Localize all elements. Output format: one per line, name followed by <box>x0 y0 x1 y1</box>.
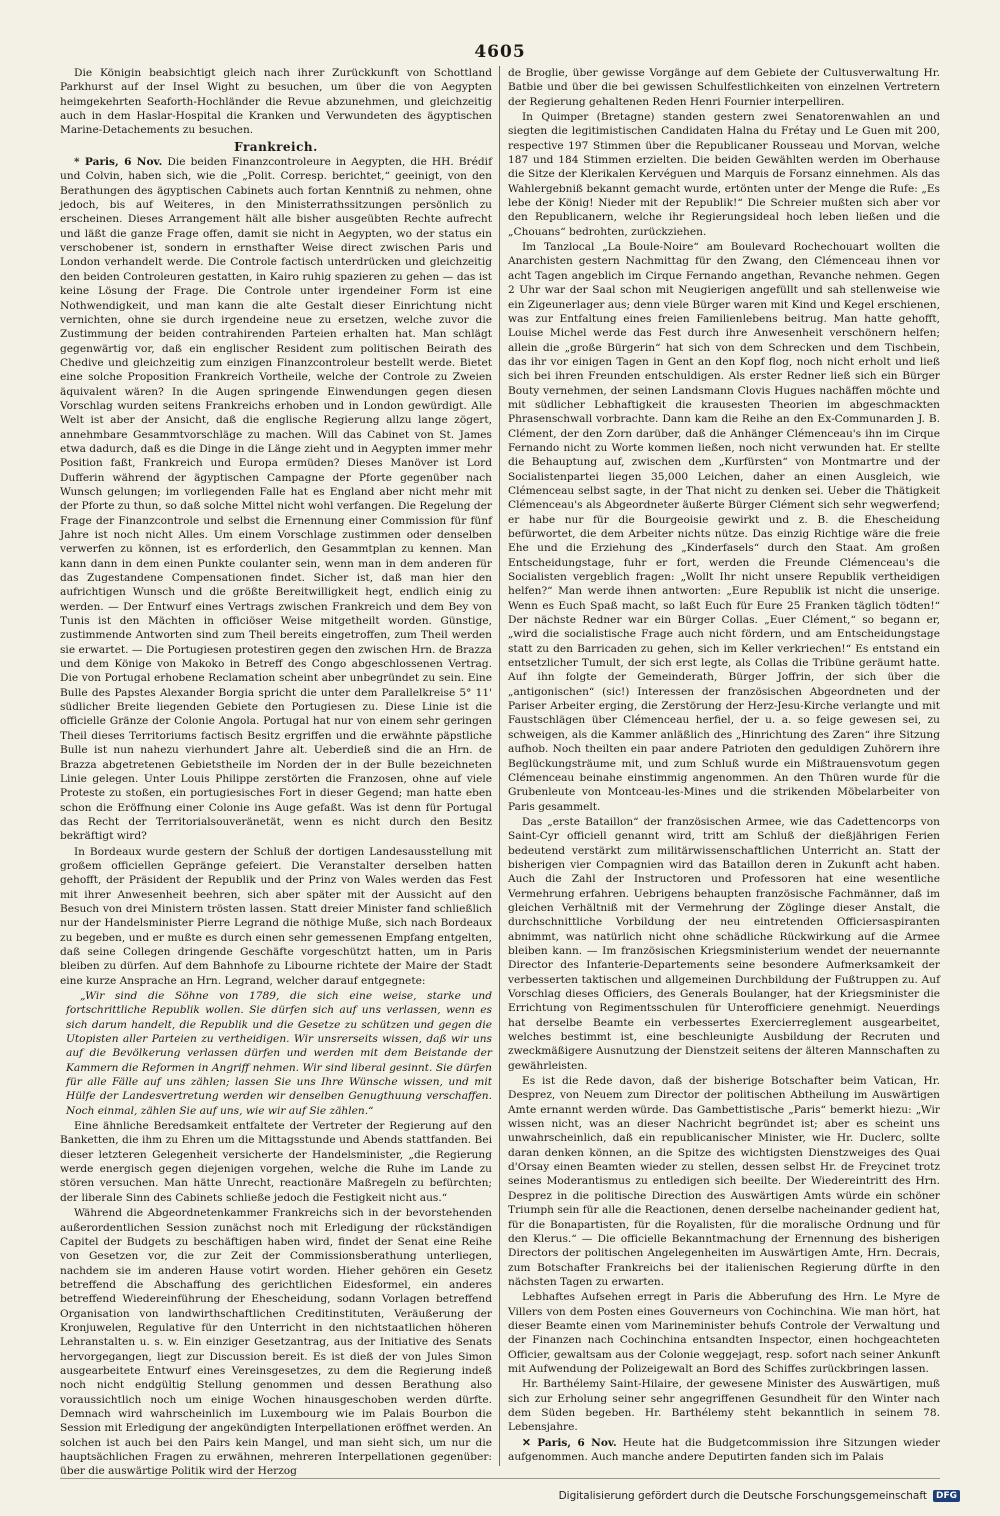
dateline: ✕ Paris, 6 Nov. <box>522 1436 617 1449</box>
section-heading: Frankreich. <box>234 139 318 154</box>
left-column <box>60 66 492 1478</box>
article-paragraph: Im Tanzlocal „La Boule-Noire“ am Boulevard Rochechouart wollten die Anarchisten gestern Nachmittag für den Zwang, den Clémenceau ihnen vor acht Tagen angeblich im Cirque Fernando angethan, Revanche nehmen. Gegen 2 Uhr war der Saal schon mit Neugierigen angefüllt und sah stellenweise wie ein Zigeunerlager aus; denn viele Bürger waren mit Kind und Kegel erschienen, was zur Entfaltung eines freien Familienlebens beitrug. Man hatte gehofft, Louise Michel werde das Fest durch ihre Anwesenheit verschönern helfen; allein die „große Bürgerin“ hat sich von dem Schrecken und dem Tischbein, das ihr vor einigen Tagen in Gent an den Kopf flog, noch nicht erholt und ließ sich bei ihren Freunden entschuldigen. Als erster Redner ließ sich ein Bürger Bouty vernehmen, der seinen Landsmann Clovis Hugues nachäffen möchte und mit südlicher Lebhaftigkeit die krausesten Theorien im abgeschmackten Phrasenschwall vorbrachte. Dann kam die Reihe an den Ex-Communarden J. B. Clément, der den Zorn darüber, daß die Anhänger Clémenceau's ihn im Cirque Fernando nicht zu Worte kommen ließen, noch nicht verwunden hat. Er stellte die Behauptung auf, zwischen dem „Kurfürsten“ von Montmartre und der Socialistenpartei liegen 35,000 Leichen, daher an einen Ausgleich, wie Clémenceau selbst sagte, in der That nicht zu denken sei. Ueber die Thätigkeit Clémenceau's als Abgeordneter äußerte Bürger Clément sich sehr wegwerfend; er habe nur für die Bourgeoisie gewirkt und z. B. die Ehescheidung befürwortet, die dem Arbeiter nichts nütze. Das einzig Richtige wäre die freie Ehe und die Erziehung des „Kinderfasels“ durch den Staat. Am großen Entscheidungstage, fuhr er fort, werden die Freunde Clémenceau's die Socialisten vergeblich fragen: „Wollt Ihr nicht unsere Republik vertheidigen helfen?“ Man werde ihnen antworten: „Eure Republik ist nicht die unserige. Wenn es Euch Spaß macht, so laßt Euch für Eure 25 Franken täglich tödten!“ Der nächste Redner war ein Bürger Collas. „Euer Clément,“ so begann er, „wird die socialistische Frage auch nicht fördern, und am Entscheidungstage statt zu den Barricaden zu gehen, sich im Keller verkriechen!“ Es entstand ein entsetzlicher Tumult, der sich erst legte, als Collas die Tribüne geräumt hatte. Auf ihn folgte der Gemeinderath, Bürger Joffrin, der sich über die „antigonischen“ (sic!) Interessen der französischen Abgeordneten und der Pariser Arbeiter erging, die Zerstörung der Herz-Jesu-Kirche verlangte und mit Faustschlägen über Clémenceau herfiel, der u. a. so feige gewesen sei, zu schweigen, als die Kammer anläßlich des „Hinrichtung des Zaren“ ihre Sitzung aufhob. Noch theilten ein paar andere Patrioten den geduldigen Zuhörern ihre Beglückungsträume mit, und zum Schluß wurde ein Mißtrauensvotum gegen Clémenceau beinahe einstimmig angenommen. An den Thüren wurde für die Grubenleute von Montceau-les-Mines und die strikenden Möbelarbeiter von Paris gesammelt. <box>508 241 940 813</box>
article-text: Heute hat die Budgetcommission ihre Sitzungen wieder aufgenommen. Auch manche andere Deputirten fanden sich im Palais <box>508 1436 940 1463</box>
article-paragraph: Während die Abgeordnetenkammer Frankreichs sich in der bevorstehenden außerordentlichen Session zunächst noch mit Erledigung der rückständigen Capitel der Budgets zu beschäftigen haben wird, findet der Senat eine Reihe von Gesetzen vor, die zur Zeit der Commissionsberathung unterliegen, nachdem sie im anderen Hause votirt worden. Hieher gehören ein Gesetz betreffend die Abschaffung des gerichtlichen Eidesformel, ein anderes betreffend Wiedereinführung der Ehescheidung, sodann Vorlagen betreffend Organisation von landwirthschaftlichen Creditinstituten, Veräußerung der Kronjuwelen, Regulative für den Unterricht in den nichtstaatlichen höheren Lehranstalten u. s. w. Ein einziger Gesetzantrag, aus der Initiative des Senats hervorgegangen, liegt zur Discussion bereit. Es ist dieß der von Jules Simon ausgearbeitete Entwurf eines Vereinsgesetzes, zu dem die Regierung indeß noch nicht endgültig Stellung genommen und dessen Berathung also voraussichtlich noch um einige Wochen hinausgeschoben werden dürfte. Demnach wird wahrscheinlich im Luxembourg wie im Palais Bourbon die Session mit Erledigung der angekündigten Interpellationen eröffnet werden. An solchen ist auch bei den Pairs kein Mangel, und man sieht sich, um nur die hauptsächlichen Fragen zu erwähnen, mehreren Interpellationen gegenüber: über die auswärtige Politik wird der Herzog <box>60 1207 492 1478</box>
article-paragraph <box>60 155 492 844</box>
article-paragraph: Hr. Barthélemy Saint-Hilaire, der gewesene Minister des Auswärtigen, muß sich zur Erholung seiner sehr angegriffenen Gesundheit für den Winter nach dem Süden begeben. Hr. Barthélemy steht bekanntlich in seinem 78. Lebensjahre. <box>508 1378 940 1434</box>
article-paragraph: Lebhaftes Aufsehen erregt in Paris die Abberufung des Hrn. Le Myre de Villers von dem Posten eines Gouverneurs von Cochinchina. Wie man hört, hat dieser Beamte einen vom Marineminister behufs Controle der Verwaltung und der Finanzen nach Cochinchina entsandten Inspector, einen hochgeachteten Officier, gewaltsam aus der Colonie weggejagt, resp. sofort nach seiner Ankunft mit Aufwendung der Polizeigewalt an Bord des Schiffes zurückbringen lassen. <box>508 1291 940 1375</box>
right-column <box>508 66 940 1470</box>
article-paragraph: Die Königin beabsichtigt gleich nach ihrer Zurückkunft von Schottland Parkhurst auf der Insel Wight zu besuchen, um über die von Aegypten heimgekehrten Seaforth-Hochländer die Revue abzunehmen, und gleichzeitig auch in dem Haslar-Hospital die Kranken und Verwundeten des ägyptischen Marine-Detachements zu besuchen. <box>60 67 492 137</box>
article-paragraph: Das „erste Bataillon“ der französischen Armee, wie das Cadettencorps von Saint-Cyr officiell genannt wird, tritt am Schluß der dießjährigen Ferien bedeutend verstärkt zum militärwissenschaftlichen Unterricht an. Statt der bisherigen vier Compagnien wird das Bataillon deren in Zukunft acht haben. Auch die Zahl der Instructoren und Professoren hat eine wesentliche Vermehrung erfahren. Uebrigens behaupten französische Fachmänner, daß im gleichen Verhältniß mit der Vermehrung der Zöglinge dieser Anstalt, die durchschnittliche Vorbildung der neu eintretenden Officiersaspiranten abnimmt, was natürlich nicht ohne schädliche Rückwirkung auf die Armee bleiben kann. — Im französischen Kriegsministerium wendet der neuernannte Director des Infanterie-Departements seine besondere Aufmerksamkeit der verbesserten taktischen und allgemeinen Durchbildung der Fußtruppen zu. Auf Vorschlag dieses Officiers, des Generals Boulanger, hat der Kriegsminister die Errichtung von Regimentsschulen für Unterofficiere genehmigt. Neuerdings hat derselbe Beamte ein verbessertes Exercierreglement ausgearbeitet, welches bestimmt ist, eine beschleunigte Ausbildung der Recruten und zweckmäßigere Ausnutzung der Dienstzeit seitens der älteren Mannschaften zu gewährleisten. <box>508 815 940 1072</box>
article-text: Die beiden Finanzcontroleure in Aegypten, die HH. Brédif und Colvin, haben sich, wie die „Polit. Corresp. berichtet,“ geeinigt, von den Berathungen des ägyptischen Cabinets auch fortan Kenntniß zu nehmen, ohne jedoch, bis auf Weiteres, in den Ministerrathssitzungen persönlich zu erscheinen. Dieses Arrangement hält alle bisher ausgeübten Rechte aufrecht und läßt die ganze Frage offen, damit sie nicht in Aegypten, wo der status ein verschobener ist, sondern in ernsthafter Weise direct zwischen Paris und London verhandelt werde. Die Controle factisch unterdrücken und gleichzeitig den beiden Controleuren gestatten, in Kairo ruhig spazieren zu gehen — das ist keine Lösung der Frage. Die Controle unter irgendeiner Form ist eine Nothwendigkeit, und man kann die alte Gestalt dieser Einrichtung nicht vernichten, ohne sie durch irgendeine neue zu ersetzen, welche zuvor die Zustimmung der beiden contrahirenden Parteien erhalten hat. Man schlägt gegenwärtig vor, daß ein englischer Resident zum politischen Beirath des Chedive und gleichzeitig zum einzigen Finanzcontroleur bestellt werde. Bietet eine solche Proposition Frankreich Vortheile, welche der Controle zu Zweien äquivalent wären? In die Augen springende Einwendungen gegen diesen Vorschlag wurden seitens Frankreichs erhoben und in London gewürdigt. Alle Welt ist aber der Ansicht, daß die englische Regierung allzu lange zögert, annehmbare Gesammtvorschläge zu machen. Will das Cabinet von St. James etwa dadurch, daß es die Dinge in die Länge zieht und in Aegypten immer mehr Position faßt, Frankreich und Europa ermüden? Dieses Manöver ist Lord Dufferin während der ägyptischen Campagne der Pforte gegenüber nach Wunsch gelungen; im vorliegenden Falle hat es England aber nicht mehr mit der Pforte zu thun, so daß solche Mittel nicht wohl verfangen. Die Regelung der Frage der Finanzcontrole und selbst die Ernennung einer Commission für fünf Jahre ist noch nicht Alles. Um einem Vorschlage zustimmen oder denselben verwerfen zu können, ist es erforderlich, den Gesammtplan zu kennen. Man kann dann in dem einen Punkte coulanter sein, wenn man in dem anderen für das Zugestandene Compensationen findet. Sicher ist, daß man hier den aufrichtigen Wunsch und die größte Bereitwilligkeit hegt, endlich einig zu werden. — Der Entwurf eines Vertrags zwischen Frankreich und dem Bey von Tunis ist den Mächten in officiöser Weise mitgetheilt worden. Günstige, zustimmende Antworten sind zum Theil bereits eingetroffen, zum Theil werden sie erwartet. — Die Portugiesen protestiren gegen den zwischen Hrn. de Brazza und dem Könige von Makoko in Betreff des Congo abgeschlossenen Vertrag. Die von Portugal erhobene Reclamation scheint aber unbegründet zu sein. Eine Bulle des Papstes Alexander Borgia spricht die unter dem Parallelkreise 5° 11' südlicher Breite liegenden Gebiete den Portugiesen zu. Diese Linie ist die officielle Gränze der Colonie Angola. Portugal hat nur von einem sehr geringen Theil dieses Territoriums factisch Besitz ergriffen und die erwähnte päpstliche Bulle ist nun nahezu vierhundert Jahre alt. Ueberdieß sind die an Hrn. de Brazza abgetretenen Gebietstheile im Norden der in der Bulle bezeichneten Linie gelegen. Unter Louis Philippe zerstörten die Franzosen, ohne auf viele Proteste zu stoßen, ein portugiesisches Fort in dieser Gegend; man hatte eben schon die Eröffnung einer Colonie ins Auge gefaßt. Was ist denn für Portugal das Recht der Territorialsouveränetät, wenn es nicht durch den Besitz bekräftigt wird? <box>60 156 492 843</box>
article-paragraph: In Bordeaux wurde gestern der Schluß der dortigen Landesausstellung mit großem officiellen Gepränge gefeiert. Die Veranstalter derselben hatten gehofft, der Präsident der Republik und der Prinz von Wales werden das Fest mit ihrer Anwesenheit beehren, sich aber später mit der Aussicht auf den Besuch von drei Ministern trösten lassen. Statt dreier Minister fand schließlich nur der Handelsminister Pierre Legrand die nöthige Muße, sich nach Bordeaux zu begeben, und er mußte es durch einen sehr gemessenen Empfang entgelten, daß seine Collegen dringende Geschäfte vorgeschützt hatten, um in Paris bleiben zu dürfen. Auf dem Bahnhofe zu Libourne richtete der Maire der Stadt eine kurze Ansprache an Hrn. Legrand, welcher darauf entgegnete: <box>60 845 492 987</box>
footer-divider <box>60 1478 940 1479</box>
dfg-logo-icon: DFG <box>933 1490 960 1502</box>
column-divider <box>499 66 500 1466</box>
dateline: * Paris, 6 Nov. <box>74 156 163 169</box>
article-paragraph: Es ist die Rede davon, daß der bisherige Botschafter beim Vatican, Hr. Desprez, von Neuem zum Director der politischen Abtheilung im Auswärtigen Amte ernannt werden würde. Das Gambettistische „Paris“ bemerkt hiezu: „Wir wissen nicht, was an dieser Nachricht begründet ist; aber es scheint uns unwahrscheinlich, daß ein republicanischer Minister, wie Hr. Duclerc, sollte daran denken können, an die Spitze des wichtigsten Dienstzweiges des Quai d'Orsay einen Beamten wieder zu stellen, dessen selbst Hr. de Freycinet trotz seines Moderantismus zu entledigen sich beeilte. Der Wiedereintritt des Hrn. Desprez in die politische Direction des Auswärtigen Amts würde ein schöner Triumph sein für alle die Reactionen, denen derselbe nacheinander gedient hat, für die Bonapartisten, für die Royalisten, für die moralische Ordnung und für den Klerus.“ — Die officielle Bekanntmachung der Ernennung des bisherigen Directors der politischen Angelegenheiten im Auswärtigen Amte, Hrn. Decrais, zum Botschafter Frankreichs bei der italienischen Regierung dürfte in den nächsten Tagen zu erwarten. <box>508 1075 940 1288</box>
article-paragraph: de Broglie, über gewisse Vorgänge auf dem Gebiete der Cultusverwaltung Hr. Batbie und über die bei gewissen Schulfestlichkeiten von einzelnen Vertretern der Regierung gehaltenen Reden Henri Fournier interpelliren. <box>508 67 940 108</box>
page-number: 4605 <box>474 42 526 62</box>
footer-credit: Digitalisierung gefördert durch die Deutsche Forschungsgemeinschaft <box>558 1490 927 1502</box>
footer <box>559 1490 960 1502</box>
article-paragraph <box>508 1436 940 1465</box>
article-paragraph: Eine ähnliche Beredsamkeit entfaltete der Vertreter der Regierung auf den Banketten, die ihm zu Ehren um die Mittagsstunde und Abends stattfanden. Bei dieser letzteren Gelegenheit versicherte der Handelsminister, „die Regierung werde energisch gegen diejenigen vorgehen, welche die Ruhe im Lande zu stören versuchen. Man hätte Unrecht, reactionäre Maßregeln zu befürchten; der liberale Sinn des Cabinets schließe jedoch die Festigkeit nicht aus.“ <box>60 1120 492 1204</box>
article-paragraph: In Quimper (Bretagne) standen gestern zwei Senatorenwahlen an und siegten die legitimistischen Candidaten Halna du Frétay und Le Guen mit 200, respective 197 Stimmen über die Republicaner Rousseau und Morvan, welche 187 und 184 Stimmen erzielten. Die beiden Gewählten werden im Oberhause die Sitze der Klerikalen Kervéguen und Marquis de Forsanz einnehmen. Als das Wahlergebniß bekannt gemacht wurde, ertönten unter der Menge die Rufe: „Es lebe der König! Nieder mit der Republik!“ Die Schreier mußten sich aber vor den Republicanern, welche ihr Regierungsideal hoch leben ließen und die „Chouans“ bedrohten, zurückziehen. <box>508 111 940 238</box>
quoted-speech: „Wir sind die Söhne von 1789, die sich eine weise, starke und fortschrittliche Republik wollen. Sie dürfen sich auf uns verlassen, wenn es sich darum handelt, die Republik und die Gesetze zu schützen und gegen die Utopisten aller Parteien zu vertheidigen. Wir unsrerseits wissen, daß wir uns auf die Bevölkerung verlassen dürfen und werden mit dem Beistande der Kammern die Reformen in Angriff nehmen. Wir sind liberal gesinnt. Sie dürfen für alle Fälle auf uns zählen; lassen Sie uns Ihre Wünsche wissen, und mit Hülfe der Landesvertretung werden wir denselben Genugthuung verschaffen. Noch einmal, zählen Sie auf uns, wie wir auf Sie zählen.“ <box>66 990 492 1117</box>
